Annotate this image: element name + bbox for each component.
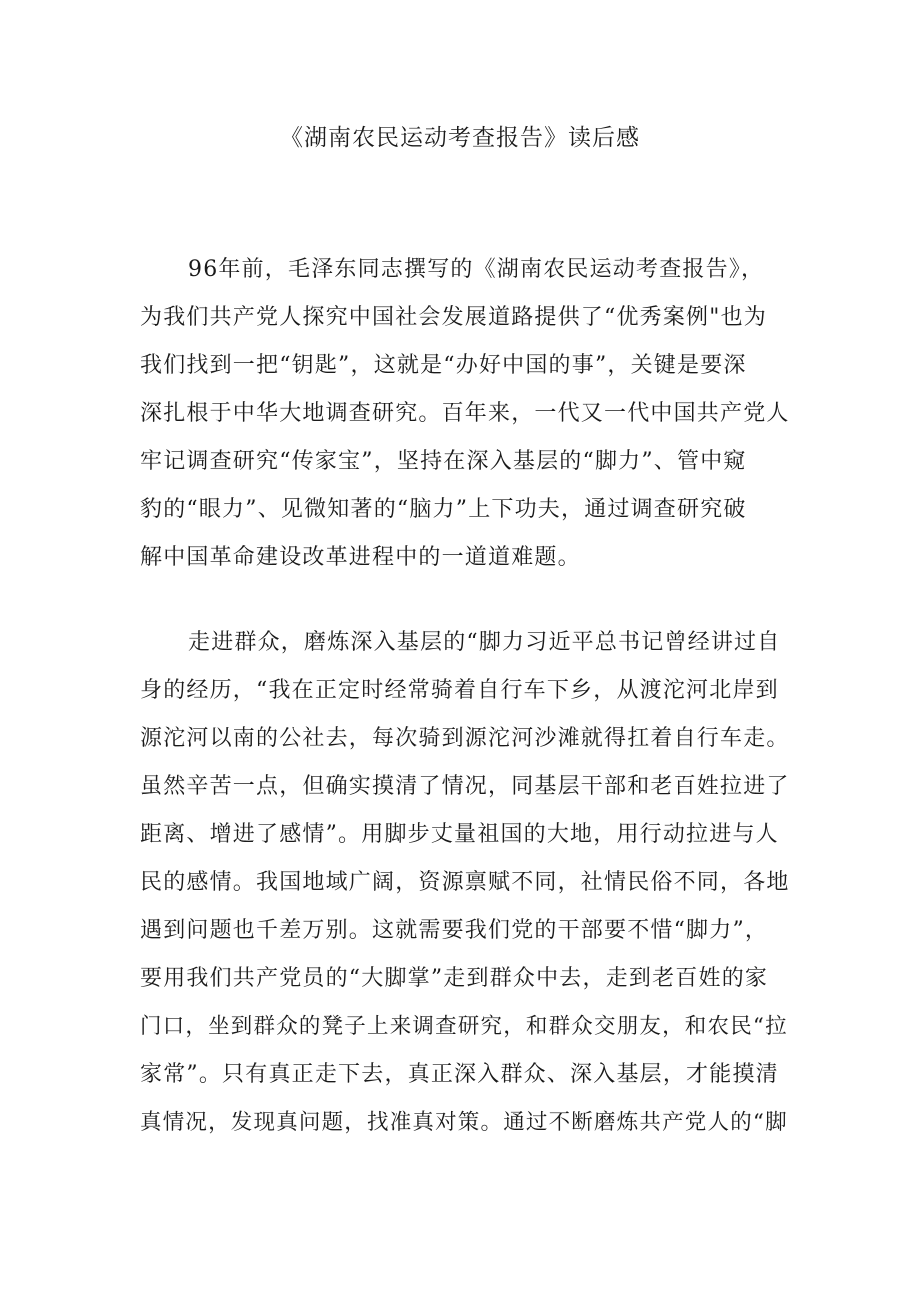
- paragraph-line: 家常”。只有真正走下去，真正深入群众、深入基层，才能摸清: [140, 1062, 779, 1087]
- paragraph-line: 民的感情。我国地域广阔，资源禀赋不同，社情民俗不同，各地: [140, 870, 790, 895]
- paragraph-line: 门口，坐到群众的凳子上来调查研究，和群众交朋友，和农民“拉: [140, 1014, 788, 1039]
- paragraph-line: 豹的“眼力”、见微知著的“脑力”上下功夫，通过调查研究破: [140, 497, 747, 522]
- paragraph-line: 牢记调查研究“传家宝”，坚持在深入基层的“脚力”、管中窥: [140, 449, 747, 474]
- paragraph-line: 我们找到一把“钥匙”，这就是“办好中国的事”，关键是要深: [140, 353, 747, 378]
- paragraph-line: 身的经历，“我在正定时经常骑着自行车下乡，从渡沱河北岸到: [140, 678, 779, 703]
- paragraph-line: 解中国革命建设改革进程中的一道道难题。: [140, 545, 581, 570]
- paragraph-line: 源沱河以南的公社去，每次骑到源沱河沙滩就得扛着自行车走。: [140, 726, 790, 751]
- paragraph-1: [140, 246, 800, 582]
- paragraph-line: 为我们共产党人探究中国社会发展道路提供了“优秀案例"也为: [140, 305, 767, 330]
- paragraph-line: 虽然辛苦一点，但确实摸清了情况，同基层干部和老百姓拉进了: [140, 774, 790, 799]
- paragraph-line: 距离、增进了感情”。用脚步丈量祖国的大地，用行动拉进与人: [140, 822, 779, 847]
- paragraph-line: 深扎根于中华大地调查研究。百年来，一代又一代中国共产党人: [140, 401, 790, 426]
- paragraph-line: 遇到问题也千差万别。这就需要我们党的干部要不惜“脚力”，: [140, 918, 769, 943]
- document-title: 《湖南农民运动考查报告》读后感: [280, 125, 640, 151]
- paragraph-line: 走进群众，磨炼深入基层的“脚力习近平总书记曾经讲过自: [188, 630, 781, 655]
- paragraph-2: [140, 619, 800, 1147]
- paragraph-line: 96年前，毛泽东同志撰写的《湖南农民运动考查报告》，: [188, 257, 765, 282]
- paragraph-line: 真情况，发现真问题，找准真对策。通过不断磨炼共产党人的“脚: [140, 1110, 788, 1135]
- paragraph-line: 要用我们共产党员的“大脚掌”走到群众中去，走到老百姓的家: [140, 966, 769, 991]
